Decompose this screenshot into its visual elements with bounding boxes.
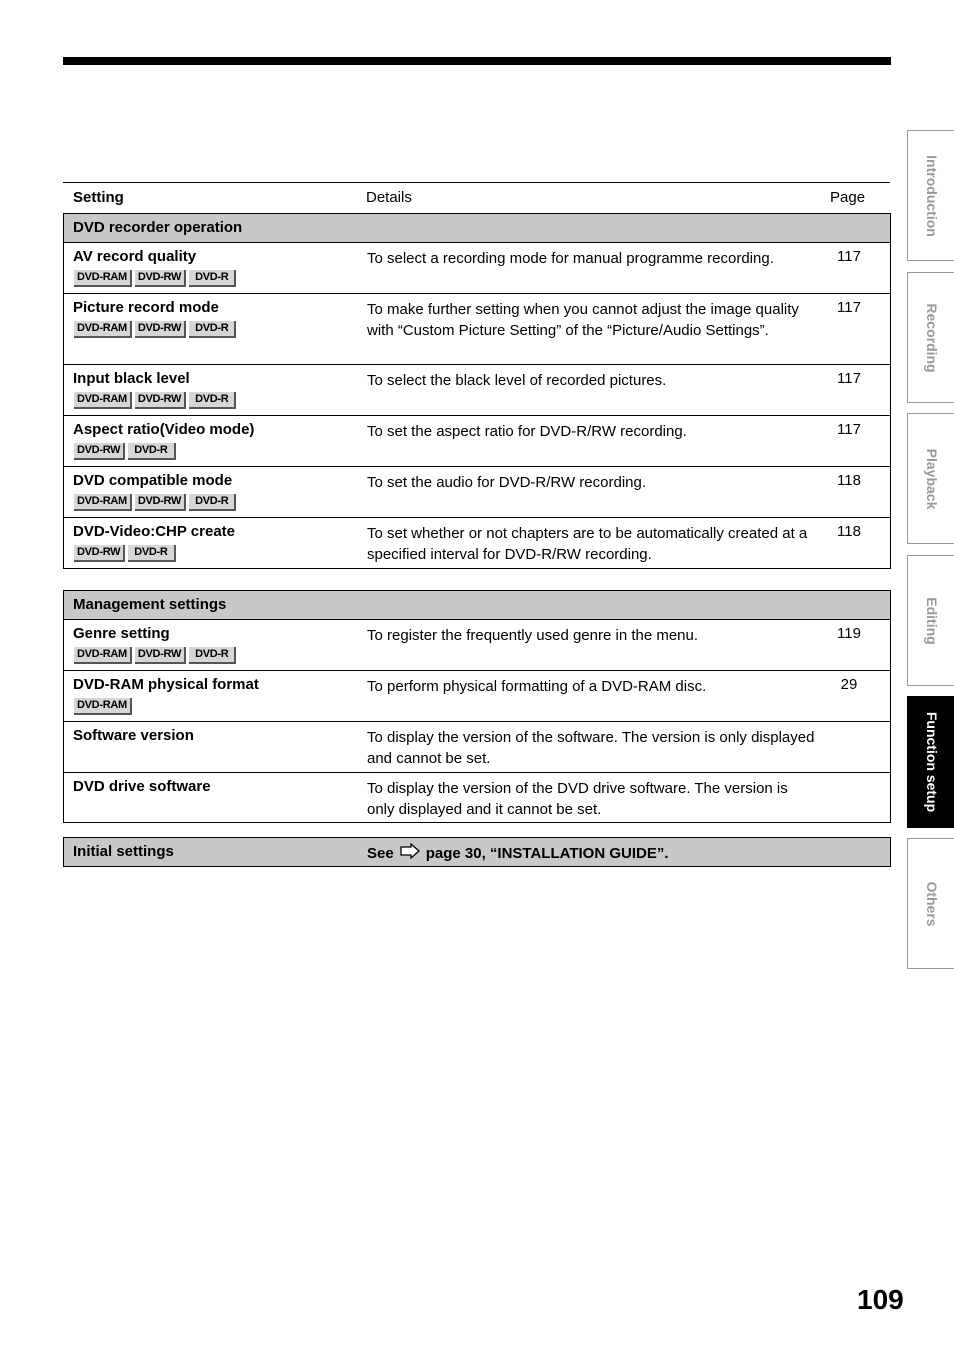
dvd-recorder-operation-table <box>63 213 891 569</box>
page-ref: 117 <box>837 421 861 438</box>
setting-name: Input black level <box>73 370 190 387</box>
table-row <box>64 671 890 722</box>
tab-function-setup[interactable]: Function setup <box>907 696 954 828</box>
disc-badge: DVD-RAM <box>74 647 132 664</box>
disc-badge: DVD-R <box>189 321 236 338</box>
disc-badge: DVD-RAM <box>74 392 132 409</box>
disc-badge: DVD-RW <box>135 392 186 409</box>
setting-details: To select a recording mode for manual programme recording. <box>367 250 774 267</box>
setting-name: DVD-RAM physical format <box>73 676 259 693</box>
setting-details: To display the version of the software. The version is only displayed and cannot be set. <box>367 729 815 767</box>
tab-editing[interactable]: Editing <box>907 555 954 686</box>
disc-badges <box>74 647 236 664</box>
reference-text: page 30, “INSTALLATION GUIDE”. <box>425 844 669 862</box>
setting-details: To set whether or not chapters are to be automatically created at a specified interval for DVD-R/RW recording. <box>367 525 808 563</box>
disc-badges <box>74 494 236 511</box>
page-ref: 29 <box>840 676 858 693</box>
arrow-reference-icon <box>400 843 420 863</box>
setting-details: To set the aspect ratio for DVD-R/RW recording. <box>367 423 687 440</box>
page-number: 109 <box>857 1284 904 1315</box>
table-header <box>63 182 890 214</box>
setting-name: Software version <box>73 727 194 744</box>
setting-details: To select the black level of recorded pictures. <box>367 372 667 389</box>
setting-name: DVD compatible mode <box>73 472 233 489</box>
setting-name: Picture record mode <box>73 299 219 316</box>
setting-details: To make further setting when you cannot adjust the image quality with “Custom Picture Setting” of the “Picture/Audio Settings”. <box>367 301 799 339</box>
tab-introduction[interactable]: Introduction <box>907 130 954 261</box>
table-row <box>64 773 890 822</box>
disc-badge: DVD-RW <box>135 270 186 287</box>
disc-badge: DVD-RW <box>135 321 186 338</box>
section-title: DVD recorder operation <box>64 214 890 243</box>
table-row <box>64 467 890 518</box>
header-details: Details <box>366 189 412 206</box>
disc-badge: DVD-RW <box>74 443 125 460</box>
header-setting: Setting <box>73 189 124 206</box>
disc-badge: DVD-RAM <box>74 698 132 715</box>
setting-details: To display the version of the DVD drive software. The version is only displayed and it cannot be set. <box>367 780 788 818</box>
table-row <box>64 416 890 467</box>
page-ref: 119 <box>837 625 861 642</box>
tab-playback[interactable]: Playback <box>907 413 954 544</box>
setting-details: To perform physical formatting of a DVD-RAM disc. <box>367 678 707 695</box>
setting-details: To set the audio for DVD-R/RW recording. <box>367 474 647 491</box>
see-label: See <box>367 844 394 862</box>
disc-badge: DVD-R <box>128 545 175 562</box>
disc-badges <box>74 545 176 562</box>
page-ref: 117 <box>837 370 861 387</box>
setting-name: Aspect ratio(Video mode) <box>73 421 255 438</box>
page-ref: 117 <box>837 248 861 265</box>
tab-recording[interactable]: Recording <box>907 272 954 403</box>
page-ref: 118 <box>837 472 861 489</box>
table-row <box>64 243 890 294</box>
table-row <box>64 722 890 773</box>
header-page: Page <box>830 189 866 206</box>
disc-badges <box>74 443 176 460</box>
setting-name: DVD-Video:CHP create <box>73 523 235 540</box>
disc-badge: DVD-RAM <box>74 321 132 338</box>
disc-badges <box>74 270 236 287</box>
disc-badge: DVD-R <box>128 443 175 460</box>
disc-badges <box>74 392 236 409</box>
disc-badge: DVD-R <box>189 647 236 664</box>
disc-badge: DVD-RW <box>74 545 125 562</box>
table-row <box>64 365 890 416</box>
disc-badge: DVD-RW <box>135 647 186 664</box>
page-ref: 117 <box>837 299 861 316</box>
initial-settings-label: Initial settings <box>73 843 174 860</box>
disc-badge: DVD-R <box>189 270 236 287</box>
disc-badge: DVD-R <box>189 392 236 409</box>
table-row <box>64 294 890 365</box>
initial-settings-reference <box>367 843 669 863</box>
table-row <box>64 620 890 671</box>
section-title: Management settings <box>64 591 890 620</box>
disc-badges <box>74 321 236 338</box>
management-settings-table <box>63 590 891 823</box>
disc-badges <box>74 698 132 715</box>
initial-settings-row <box>63 837 891 867</box>
tab-others[interactable]: Others <box>907 838 954 969</box>
disc-badge: DVD-R <box>189 494 236 511</box>
setting-name: AV record quality <box>73 248 197 265</box>
disc-badge: DVD-RAM <box>74 494 132 511</box>
disc-badge: DVD-RAM <box>74 270 132 287</box>
table-row <box>64 518 890 568</box>
top-rule <box>63 57 891 65</box>
page-ref: 118 <box>837 523 861 540</box>
setting-details: To register the frequently used genre in the menu. <box>367 627 699 644</box>
setting-name: DVD drive software <box>73 778 211 795</box>
setting-name: Genre setting <box>73 625 170 642</box>
disc-badge: DVD-RW <box>135 494 186 511</box>
